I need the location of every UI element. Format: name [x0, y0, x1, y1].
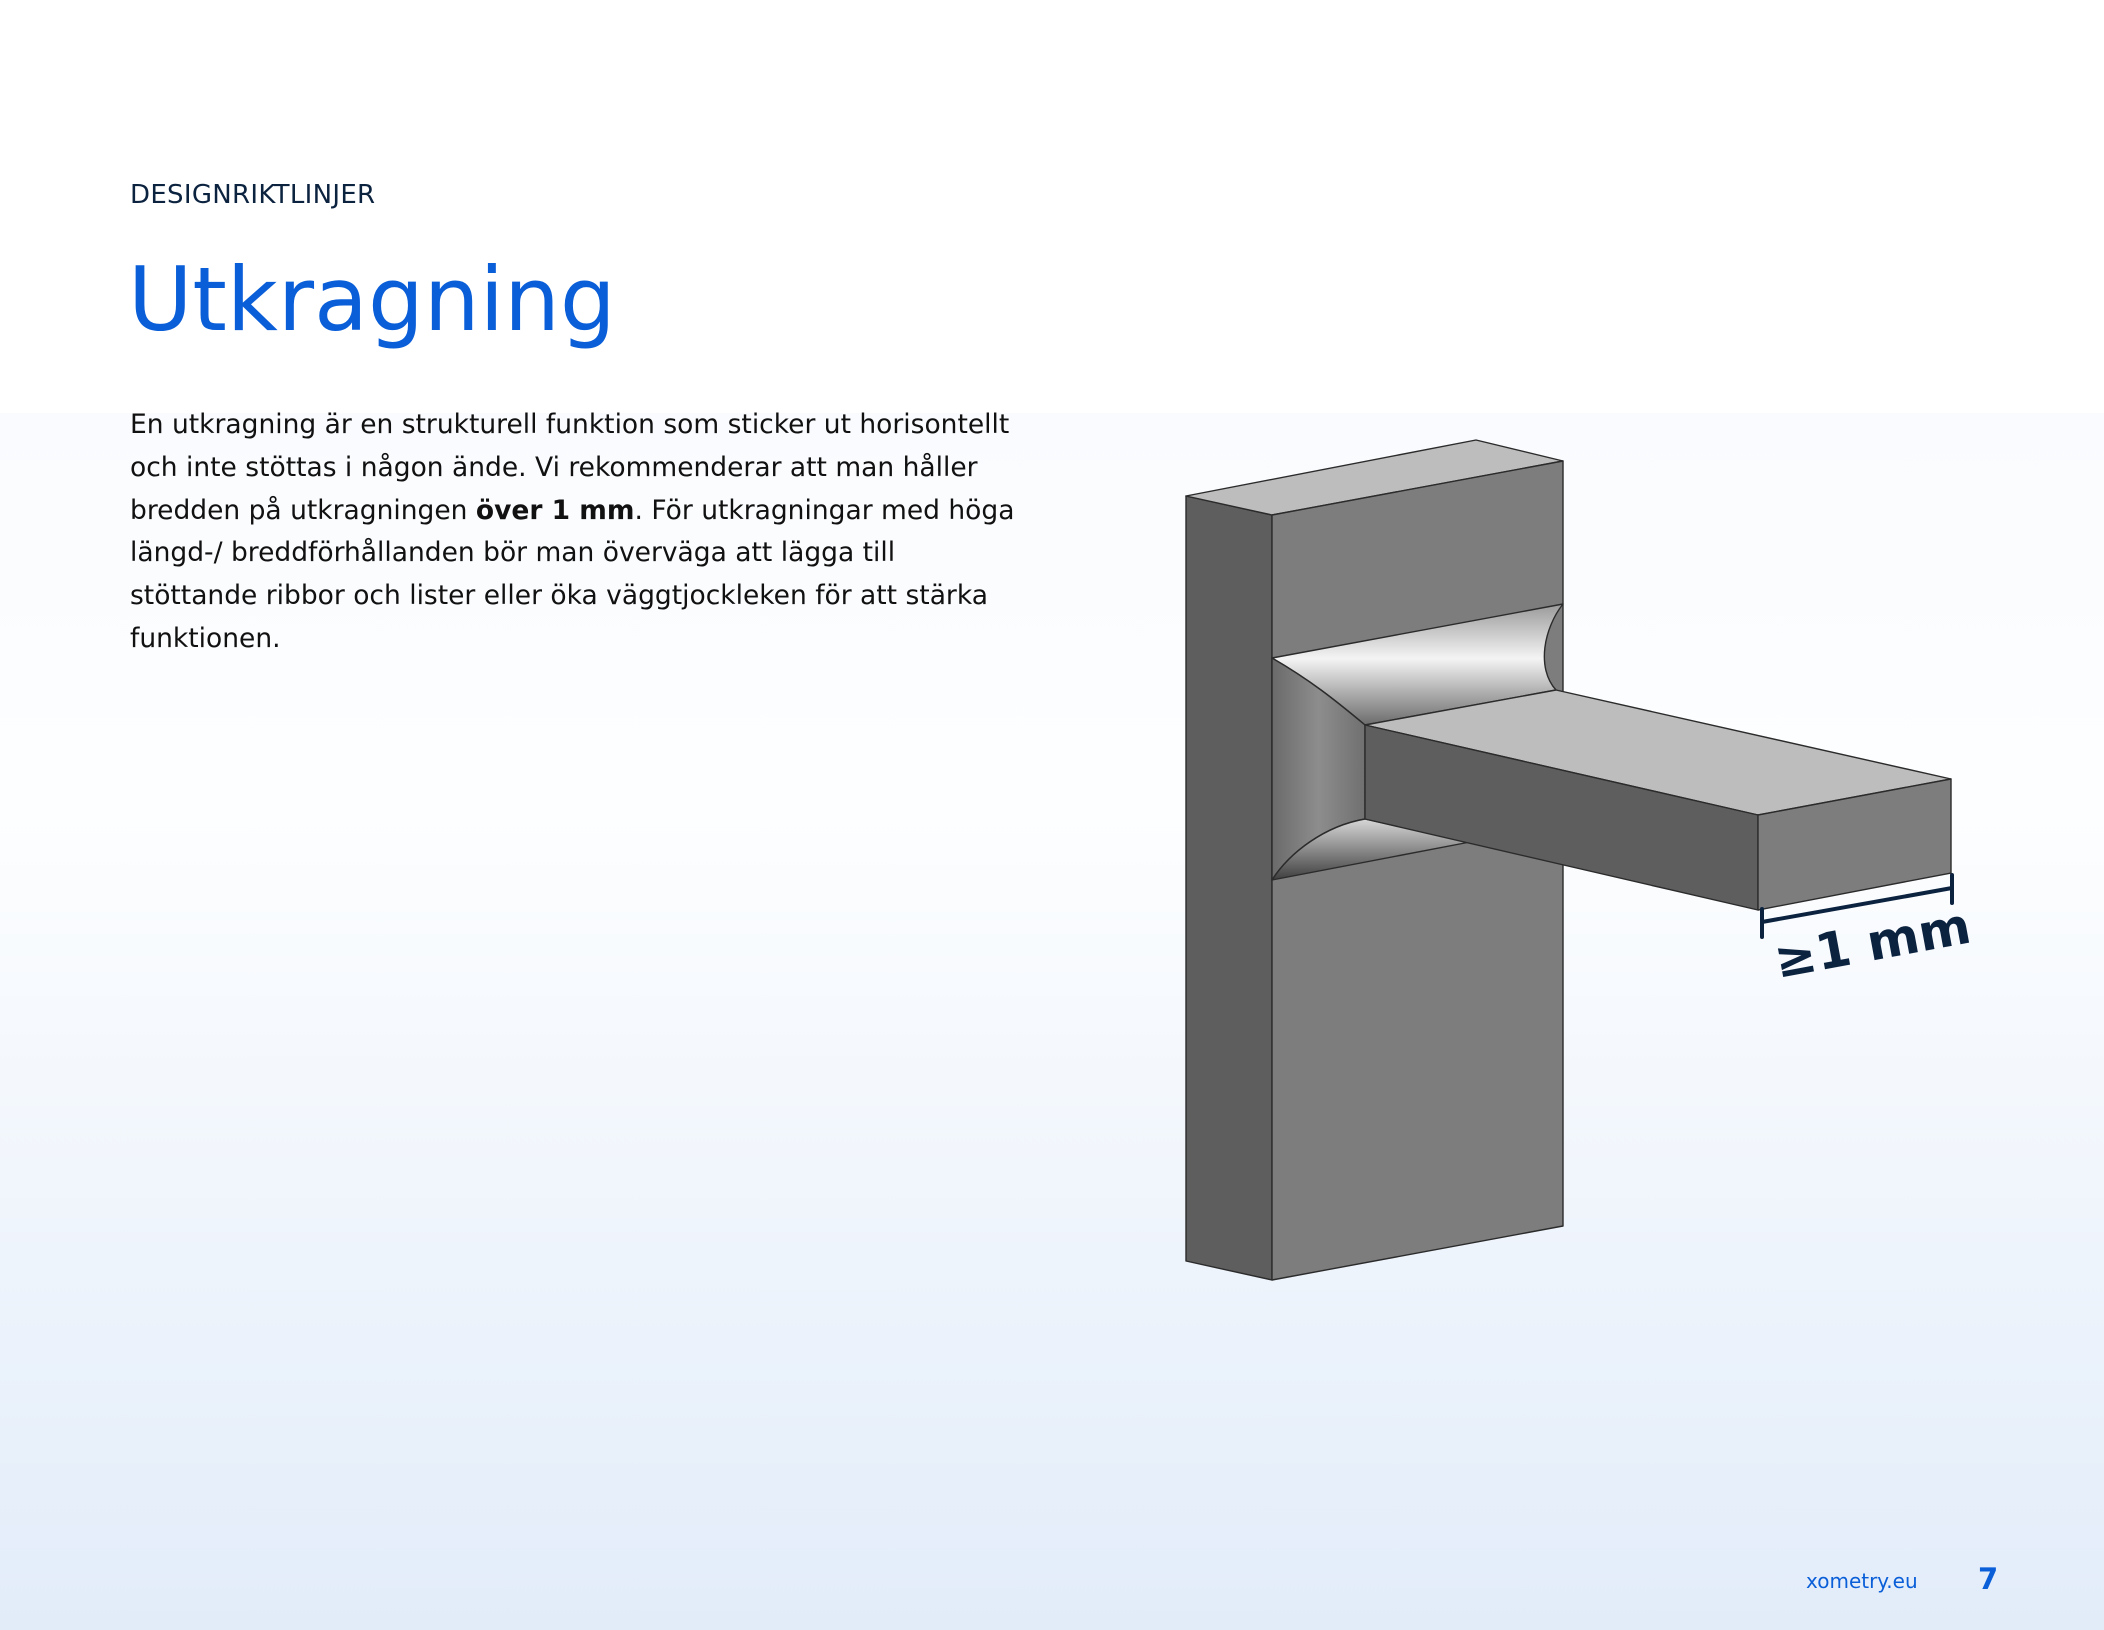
body-intro: En utkragning är en strukturell funktion som sticker ut horisontellt och inte stöttas i någon ände. Vi rekommenderar att man håller bredden på utkragningen — [130, 409, 1010, 526]
body-paragraph — [130, 404, 1030, 661]
page-number: 7 — [1978, 1562, 1999, 1596]
cantilever-illustration — [1160, 430, 1980, 1290]
body-emphasis: över 1 mm — [475, 494, 635, 526]
wall-side-face — [1186, 496, 1272, 1280]
dimension-label: ≥1 mm — [1769, 896, 1976, 990]
body-outro: . För utkragningar med höga längd-/ breddförhållanden bör man överväga att lägga till stöttande ribbor och lister eller öka väggtjockleken för att stärka funktionen. — [130, 494, 1015, 654]
section-label: DESIGNRIKTLINJER — [130, 180, 376, 210]
footer-site-link[interactable]: xometry.eu — [1806, 1569, 1918, 1593]
page-title: Utkragning — [128, 248, 616, 351]
